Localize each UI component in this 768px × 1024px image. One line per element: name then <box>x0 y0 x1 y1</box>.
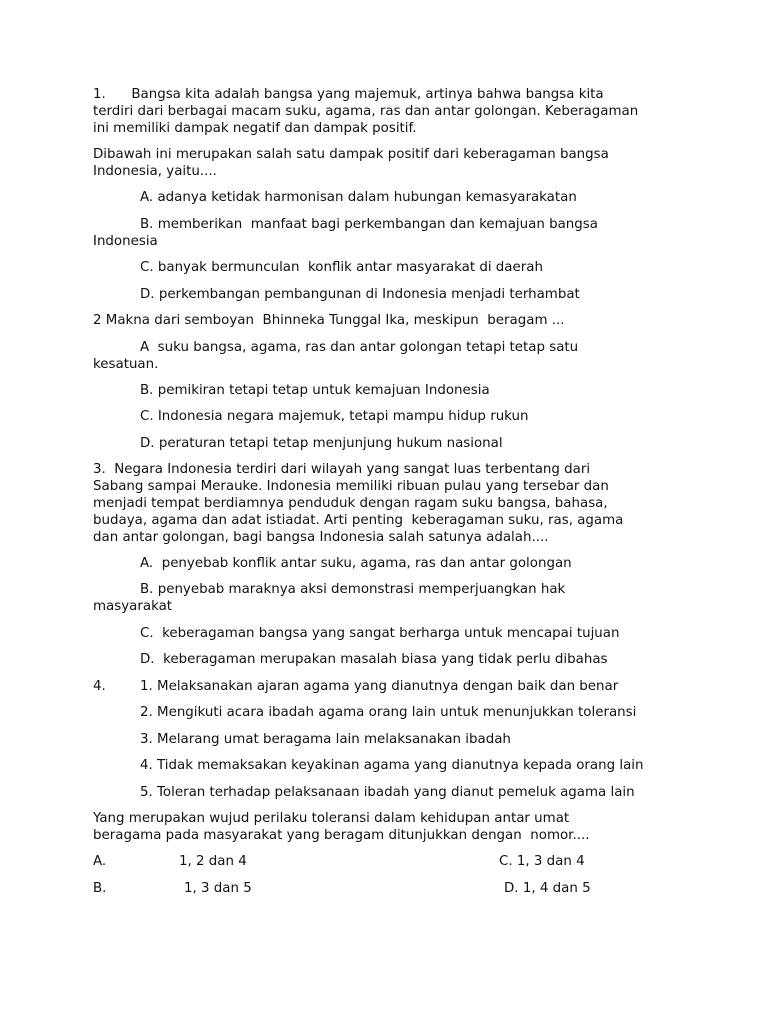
q4-statement: 2. Mengikuti acara ibadah agama orang lain untuk menunjukkan toleransi <box>140 705 637 720</box>
q4-option-b-letter: B. <box>93 881 107 896</box>
q4-number: 4. <box>93 679 106 694</box>
q4-prompt-line: Yang merupakan wujud perilaku toleransi dalam kehidupan antar umat <box>93 811 570 826</box>
q3-option-d: D. keberagaman merupakan masalah biasa yang tidak perlu dibahas <box>140 652 608 667</box>
q4-option-b-text: 1, 3 dan 5 <box>184 881 252 896</box>
q1-option-d: D. perkembangan pembangunan di Indonesia menjadi terhambat <box>140 287 580 302</box>
q4-prompt-line: beragama pada masyarakat yang beragam ditunjukkan dengan nomor.... <box>93 828 590 843</box>
q3-option-b: B. penyebab maraknya aksi demonstrasi memperjuangkan hak <box>140 582 566 597</box>
q3-stem-line: Sabang sampai Merauke. Indonesia memiliki ribuan pulau yang tersebar dan <box>93 479 609 494</box>
q1-stem-line: terdiri dari berbagai macam suku, agama, ras dan antar golongan. Keberagaman <box>93 104 639 119</box>
q1-option-b-cont: Indonesia <box>93 234 158 249</box>
q4-option-a-text: 1, 2 dan 4 <box>179 854 247 869</box>
q2-option-a-cont: kesatuan. <box>93 357 159 372</box>
q4-statement: 5. Toleran terhadap pelaksanaan ibadah yang dianut pemeluk agama lain <box>140 785 635 800</box>
q2-option-b: B. pemikiran tetapi tetap untuk kemajuan Indonesia <box>140 383 490 398</box>
q3-option-b-cont: masyarakat <box>93 599 173 614</box>
q4-option-c: C. 1, 3 dan 4 <box>499 854 585 869</box>
q4-statement: 3. Melarang umat beragama lain melaksanakan ibadah <box>140 732 511 747</box>
q3-stem-line: budaya, agama dan adat istiadat. Arti penting keberagaman suku, ras, agama <box>93 513 624 528</box>
q1-option-a: A. adanya ketidak harmonisan dalam hubungan kemasyarakatan <box>140 190 577 205</box>
q3-stem-line: dan antar golongan, bagi bangsa Indonesia salah satunya adalah.... <box>93 530 549 545</box>
q2-option-d: D. peraturan tetapi tetap menjunjung hukum nasional <box>140 436 503 451</box>
q2-option-a: A suku bangsa, agama, ras dan antar golongan tetapi tetap satu <box>140 340 579 355</box>
q3-option-a: A. penyebab konflik antar suku, agama, ras dan antar golongan <box>140 556 572 571</box>
q3-stem-line: 3. Negara Indonesia terdiri dari wilayah yang sangat luas terbentang dari <box>93 462 591 477</box>
q1-option-b: B. memberikan manfaat bagi perkembangan dan kemajuan bangsa <box>140 217 598 232</box>
q4-option-d: D. 1, 4 dan 5 <box>504 881 591 896</box>
q1-option-c: C. banyak bermunculan konflik antar masyarakat di daerah <box>140 260 543 275</box>
q1-prompt-line: Dibawah ini merupakan salah satu dampak positif dari keberagaman bangsa <box>93 147 609 162</box>
q1-stem-line: 1. Bangsa kita adalah bangsa yang majemuk, artinya bahwa bangsa kita <box>93 87 604 102</box>
q1-prompt-line: Indonesia, yaitu.... <box>93 164 217 179</box>
q4-statement: 4. Tidak memaksakan keyakinan agama yang dianutnya kepada orang lain <box>140 758 644 773</box>
q3-option-c: C. keberagaman bangsa yang sangat berharga untuk mencapai tujuan <box>140 626 620 641</box>
q4-option-a-letter: A. <box>93 854 107 869</box>
q2-stem: 2 Makna dari semboyan Bhinneka Tunggal Ika, meskipun beragam ... <box>93 313 565 328</box>
q1-stem-line: ini memiliki dampak negatif dan dampak positif. <box>93 121 417 136</box>
q3-stem-line: menjadi tempat berdiamnya penduduk dengan ragam suku bangsa, bahasa, <box>93 496 608 511</box>
q2-option-c: C. Indonesia negara majemuk, tetapi mampu hidup rukun <box>140 409 529 424</box>
q4-statement: 1. Melaksanakan ajaran agama yang dianutnya dengan baik dan benar <box>140 679 619 694</box>
